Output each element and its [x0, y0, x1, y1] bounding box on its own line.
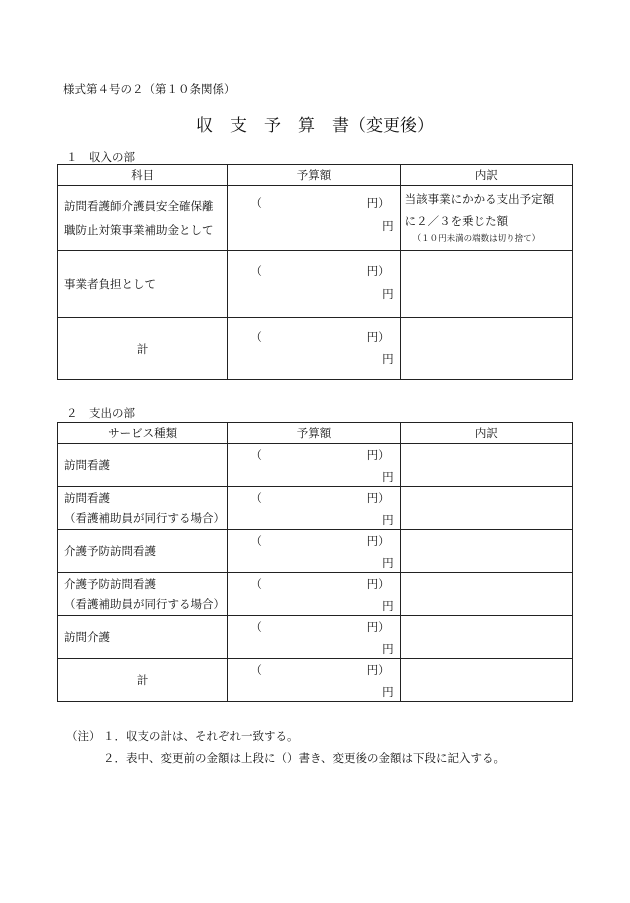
- yen-label: 円: [382, 599, 394, 613]
- budget-cell[interactable]: [228, 186, 400, 251]
- note-line-2: ２．表中、変更前の金額は上段に（）書き、変更後の金額は下段に記入する。: [103, 751, 506, 765]
- breakdown-line: 当該事業にかかる支出予定額: [404, 192, 555, 206]
- breakdown-cell[interactable]: [400, 444, 572, 487]
- yen-paren: 円）: [366, 196, 390, 210]
- service-subline: （看護補助員が同行する場合）: [64, 597, 225, 611]
- yen-label: 円: [382, 287, 394, 301]
- budget-cell[interactable]: [228, 318, 400, 380]
- note-line-1: １．収支の計は、それぞれ一致する。: [103, 729, 299, 743]
- subject-cell: [58, 186, 228, 251]
- budget-cell[interactable]: [228, 659, 400, 702]
- service-cell: [58, 444, 228, 487]
- service-line: 介護予防訪問看護: [64, 577, 156, 591]
- service-cell: [58, 573, 228, 616]
- yen-label: 円: [382, 352, 394, 366]
- paren-open: （: [250, 534, 262, 548]
- yen-label: 円: [382, 556, 394, 570]
- expense-table: [57, 422, 573, 702]
- header-subject: 科目: [58, 165, 228, 186]
- yen-paren: 円）: [366, 448, 390, 462]
- table-row: [58, 659, 573, 702]
- table-row: [58, 444, 573, 487]
- budget-cell[interactable]: [228, 616, 400, 659]
- table-row: [58, 616, 573, 659]
- breakdown-line: に２／３を乗じた額: [404, 214, 509, 228]
- breakdown-cell[interactable]: [400, 659, 572, 702]
- service-line: 訪問介護: [64, 630, 110, 644]
- header-budget: 予算額: [228, 423, 400, 444]
- breakdown-cell[interactable]: [400, 318, 572, 380]
- yen-paren: 円）: [366, 330, 390, 344]
- subject-cell: 計: [58, 318, 228, 380]
- header-budget: 予算額: [228, 165, 400, 186]
- table-row: [58, 186, 573, 251]
- table-row: [58, 487, 573, 530]
- service-cell: [58, 616, 228, 659]
- paren-open: （: [250, 264, 262, 278]
- expense-section-title: ２ 支出の部: [66, 406, 135, 420]
- header-breakdown: 内訳: [400, 165, 572, 186]
- paren-open: （: [250, 196, 262, 210]
- yen-paren: 円）: [366, 620, 390, 634]
- yen-paren: 円）: [366, 663, 390, 677]
- income-section-title: １ 収入の部: [66, 150, 135, 164]
- service-subline: （看護補助員が同行する場合）: [64, 511, 225, 525]
- income-header-row: [58, 165, 573, 186]
- expense-header-row: [58, 423, 573, 444]
- paren-open: （: [250, 330, 262, 344]
- yen-paren: 円）: [366, 577, 390, 591]
- yen-label: 円: [382, 219, 394, 233]
- paren-open: （: [250, 491, 262, 505]
- service-cell: [58, 530, 228, 573]
- yen-paren: 円）: [366, 264, 390, 278]
- yen-label: 円: [382, 513, 394, 527]
- table-row: [58, 530, 573, 573]
- breakdown-cell[interactable]: [400, 487, 572, 530]
- breakdown-cell[interactable]: [400, 251, 572, 318]
- subject-line: 職防止対策事業補助金として: [64, 223, 214, 237]
- breakdown-cell[interactable]: [400, 573, 572, 616]
- budget-cell[interactable]: [228, 251, 400, 318]
- header-service-type: サービス種類: [58, 423, 228, 444]
- table-row: [58, 318, 573, 380]
- breakdown-small-note: （１０円未満の端数は切り捨て）: [412, 234, 541, 244]
- yen-label: 円: [382, 642, 394, 656]
- subject-line: 訪問看護師介護員安全確保離: [64, 199, 214, 213]
- breakdown-cell: [400, 186, 572, 251]
- service-line: 介護予防訪問看護: [64, 544, 156, 558]
- subject-cell: 事業者負担として: [58, 251, 228, 318]
- paren-open: （: [250, 620, 262, 634]
- breakdown-cell[interactable]: [400, 530, 572, 573]
- table-row: [58, 573, 573, 616]
- paren-open: （: [250, 577, 262, 591]
- notes-prefix: （注）: [66, 729, 101, 743]
- service-line: 訪問看護: [64, 491, 110, 505]
- budget-cell[interactable]: [228, 487, 400, 530]
- yen-paren: 円）: [366, 491, 390, 505]
- paren-open: （: [250, 663, 262, 677]
- budget-cell[interactable]: [228, 444, 400, 487]
- budget-cell[interactable]: [228, 530, 400, 573]
- breakdown-cell[interactable]: [400, 616, 572, 659]
- header-breakdown: 内訳: [400, 423, 572, 444]
- paren-open: （: [250, 448, 262, 462]
- yen-paren: 円）: [366, 534, 390, 548]
- form-number-label: 様式第４号の２（第１０条関係）: [63, 82, 236, 96]
- page-title: 収 支 予 算 書（変更後）: [196, 116, 434, 136]
- service-line: 訪問看護: [64, 458, 110, 472]
- income-table: [57, 164, 573, 380]
- yen-label: 円: [382, 685, 394, 699]
- yen-label: 円: [382, 470, 394, 484]
- budget-cell[interactable]: [228, 573, 400, 616]
- table-row: [58, 251, 573, 318]
- service-cell: [58, 487, 228, 530]
- total-cell: 計: [58, 659, 228, 702]
